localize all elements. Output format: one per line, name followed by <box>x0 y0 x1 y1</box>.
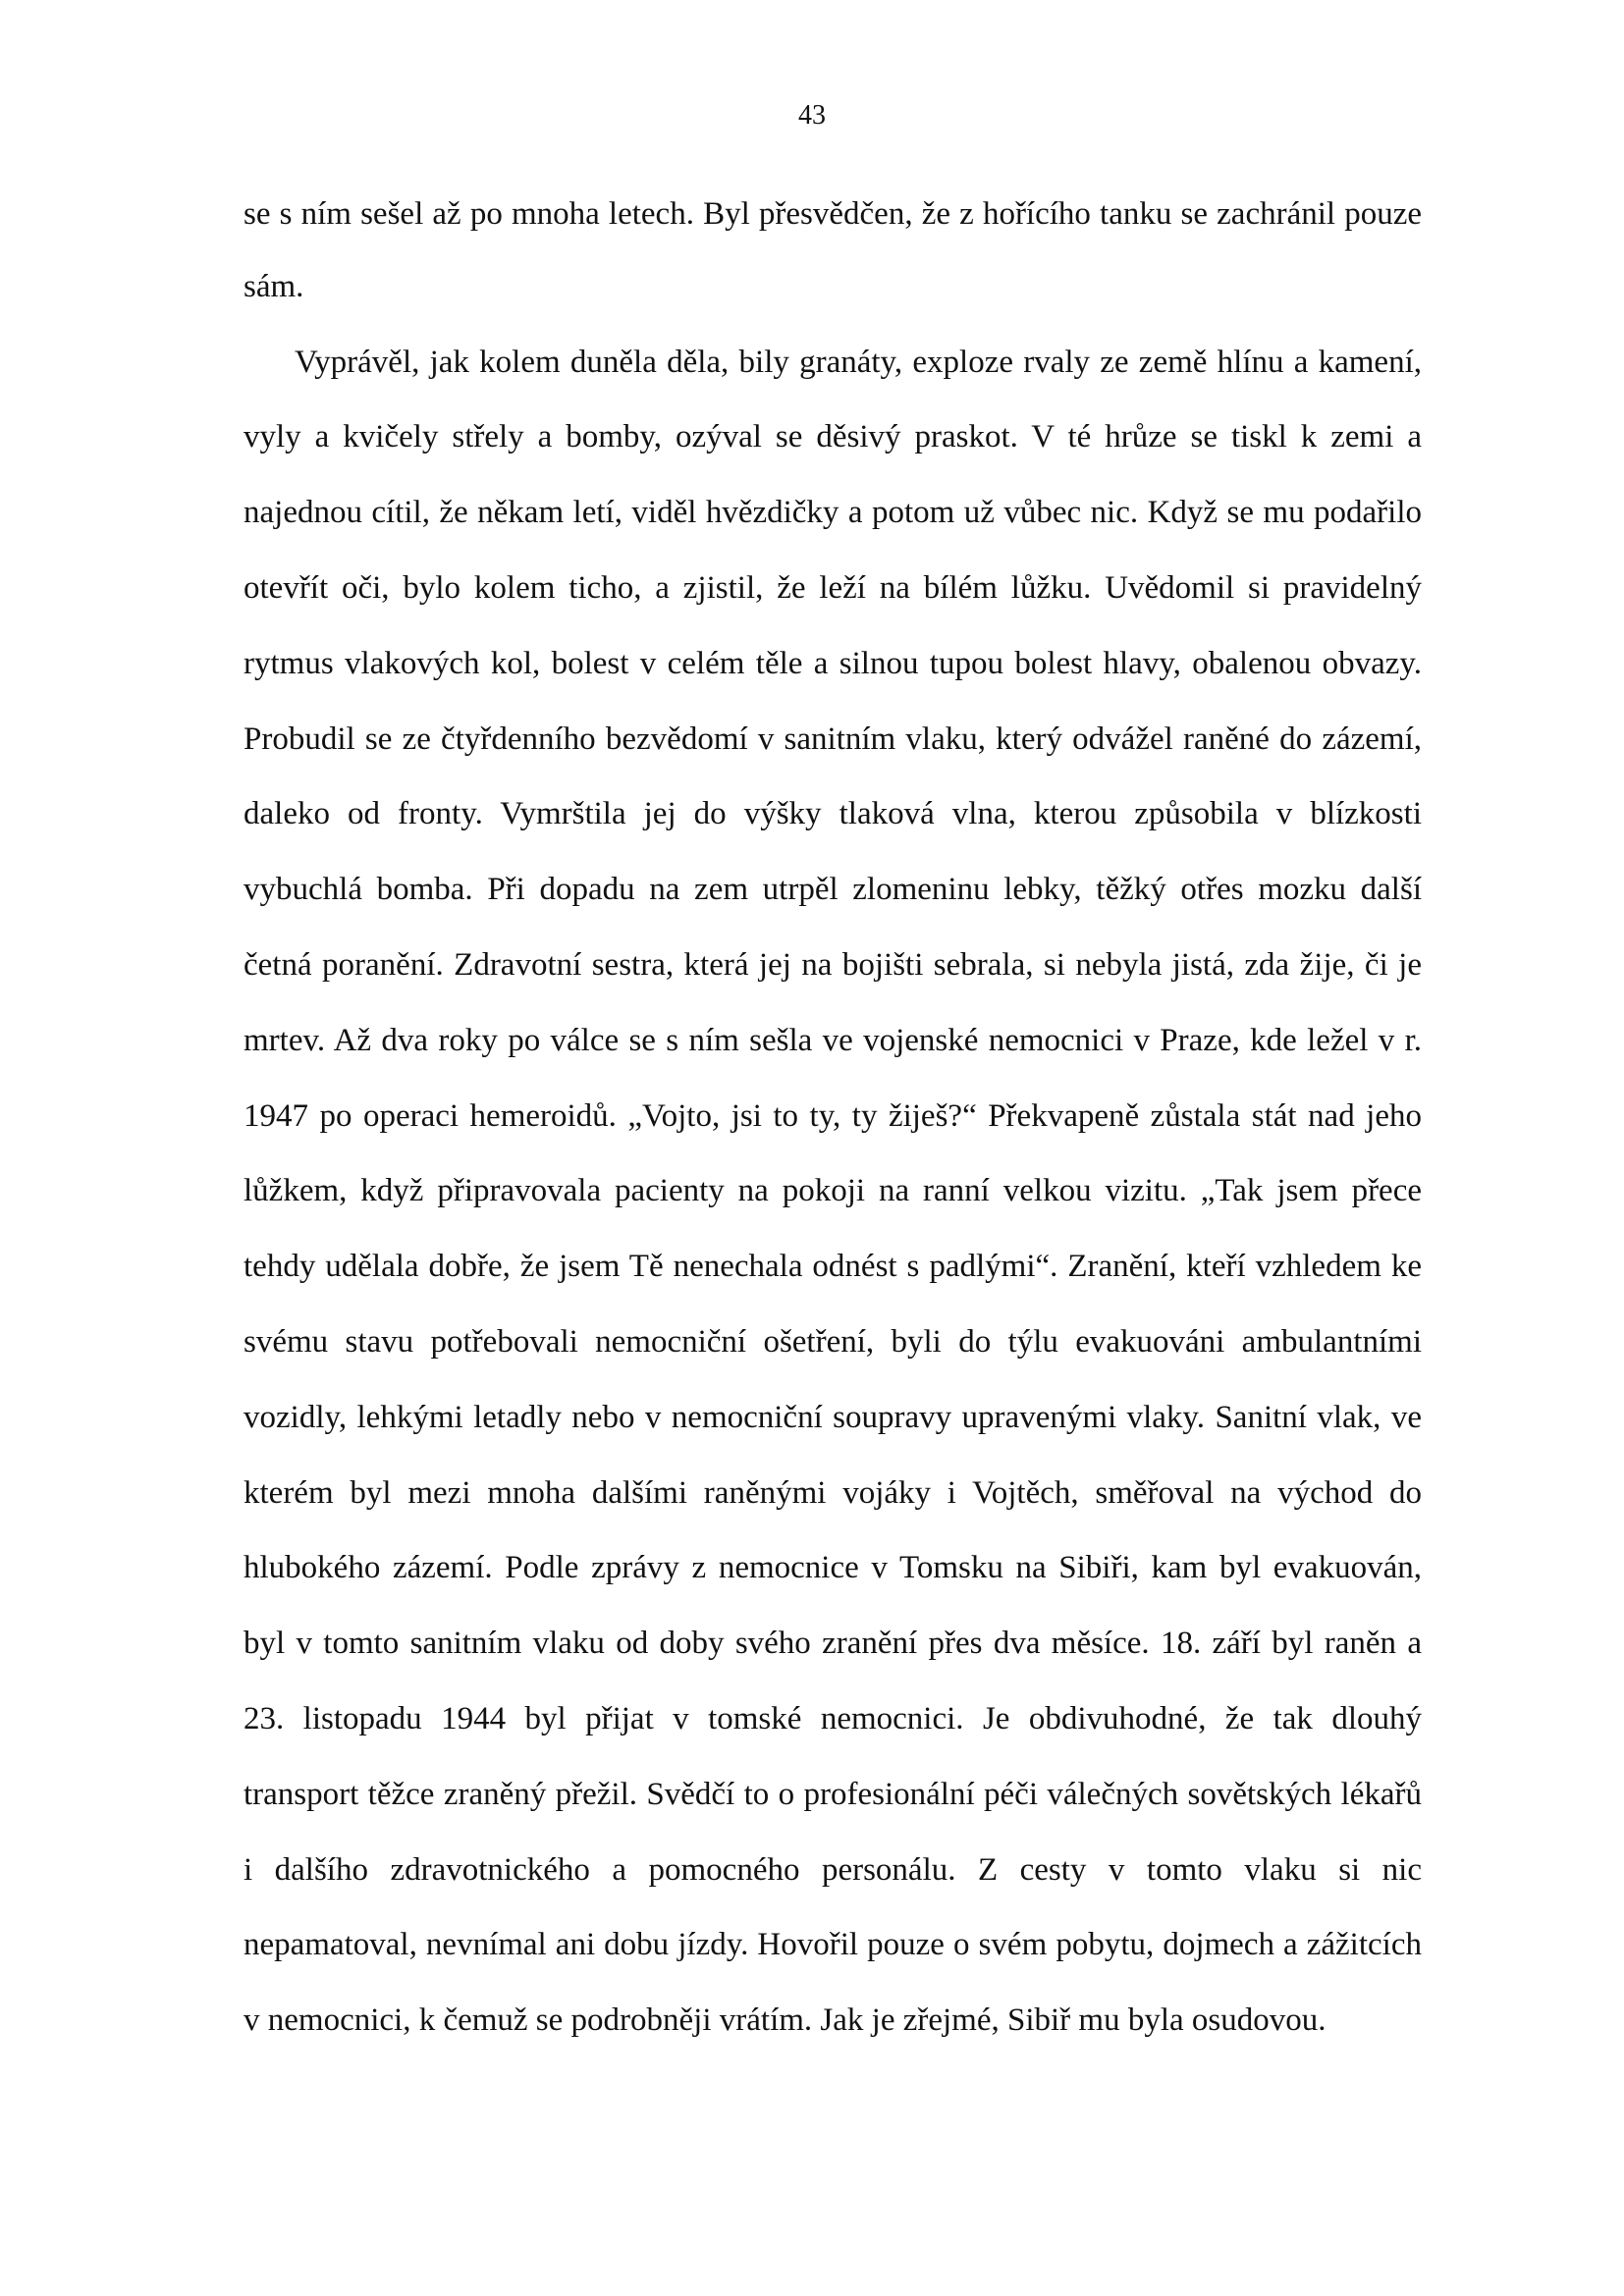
text-line: lůžkem, když připravovala pacienty na pokoji na ranní velkou vizitu. „Tak jsem přece <box>244 1173 1422 1208</box>
text-line: vozidly, lehkými letadly nebo v nemocniční soupravy upravenými vlaky. Sanitní vlak, ve <box>244 1400 1422 1435</box>
text-line: byl v tomto sanitním vlaku od doby svého zranění přes dva měsíce. 18. září byl raněn a <box>244 1626 1422 1661</box>
text-line: Probudil se ze čtyřdenního bezvědomí v sanitním vlaku, který odvážel raněné do zázemí, <box>244 721 1422 757</box>
text-line: otevřít oči, bylo kolem ticho, a zjistil, že leží na bílém lůžku. Uvědomil si pravidelný <box>244 570 1422 606</box>
text-line: transport těžce zraněný přežil. Svědčí to o profesionální péči válečných sovětských lékařů <box>244 1777 1422 1812</box>
text-line: 1947 po operaci hemeroidů. „Vojto, jsi to ty, ty žiješ?“ Překvapeně zůstala stát nad jeho <box>244 1098 1422 1134</box>
text-line: daleko od fronty. Vymrštila jej do výšky tlaková vlna, kterou způsobila v blízkosti <box>244 796 1422 831</box>
text-line: kterém byl mezi mnoha dalšími raněnými vojáky i Vojtěch, směřoval na východ do <box>244 1475 1422 1511</box>
text-line: hlubokého zázemí. Podle zprávy z nemocnice v Tomsku na Sibiři, kam byl evakuován, <box>244 1550 1422 1585</box>
text-line: svému stavu potřebovali nemocniční ošetření, byli do týlu evakuováni ambulantními <box>244 1324 1422 1360</box>
text-line: 23. listopadu 1944 byl přijat v tomské nemocnici. Je obdivuhodné, že tak dlouhý <box>244 1701 1422 1736</box>
text-line: tehdy udělala dobře, že jsem Tě nenechala odnést s padlými“. Zranění, kteří vzhledem ke <box>244 1249 1422 1284</box>
text-line: mrtev. Až dva roky po válce se s ním sešla ve vojenské nemocnici v Praze, kde ležel v r. <box>244 1023 1422 1058</box>
text-line: vybuchlá bomba. Při dopadu na zem utrpěl zlomeninu lebky, těžký otřes mozku další <box>244 872 1422 907</box>
text-line: vyly a kvičely střely a bomby, ozýval se děsivý praskot. V té hrůze se tiskl k zemi a <box>244 419 1422 454</box>
text-line: i dalšího zdravotnického a pomocného personálu. Z cesty v tomto vlaku si nic <box>244 1852 1422 1888</box>
text-line: četná poranění. Zdravotní sestra, která jej na bojišti sebrala, si nebyla jistá, zda žije, či je <box>244 947 1422 983</box>
text-line: se s ním sešel až po mnoha letech. Byl přesvědčen, že z hořícího tanku se zachránil pouze <box>244 196 1422 232</box>
text-line: v nemocnici, k čemuž se podrobněji vrátím. Jak je zřejmé, Sibiř mu byla osudovou. <box>244 2002 1326 2038</box>
text-line: rytmus vlakových kol, bolest v celém těle a silnou tupou bolest hlavy, obalenou obvazy. <box>244 646 1422 681</box>
text-line: nepamatoval, nevnímal ani dobu jízdy. Hovořil pouze o svém pobytu, dojmech a zážitcích <box>244 1927 1422 1962</box>
page-number: 43 <box>798 100 826 131</box>
text-line: Vyprávěl, jak kolem duněla děla, bily granáty, exploze rvaly ze země hlínu a kamení, <box>295 345 1422 380</box>
text-line: najednou cítil, že někam letí, viděl hvězdičky a potom už vůbec nic. Když se mu podařilo <box>244 495 1422 530</box>
text-line: sám. <box>244 269 304 304</box>
